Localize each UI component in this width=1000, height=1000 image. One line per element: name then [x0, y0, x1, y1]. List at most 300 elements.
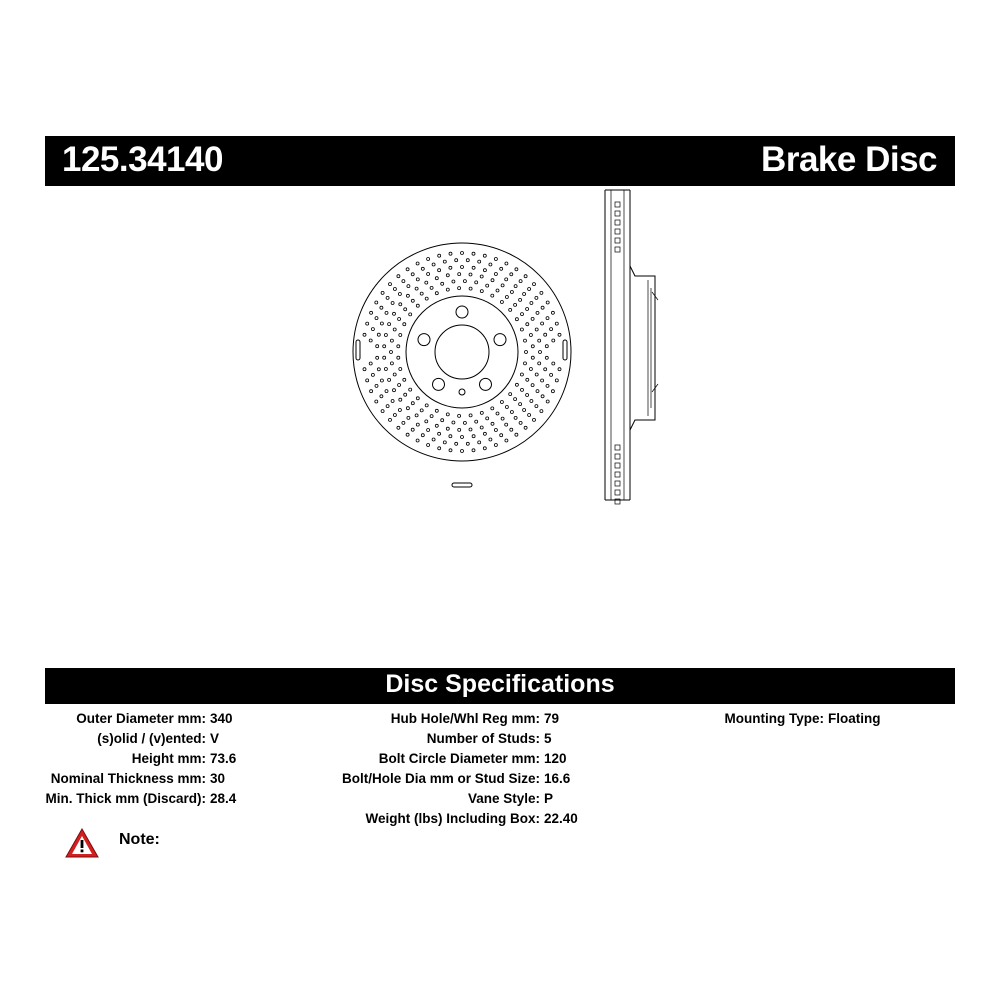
spec-row: [330, 749, 578, 769]
vane-cell: [615, 481, 620, 486]
drill-hole: [546, 317, 549, 320]
spec-value: 120: [544, 751, 567, 766]
drill-hole: [551, 311, 554, 314]
drill-hole: [404, 393, 407, 396]
spec-label: Vane Style:: [467, 791, 540, 806]
drill-hole: [541, 395, 544, 398]
drill-hole: [489, 263, 492, 266]
drill-hole: [550, 373, 553, 376]
drill-hole: [494, 444, 497, 447]
drill-hole: [520, 328, 523, 331]
bolt-hole: [418, 334, 430, 346]
drill-hole: [420, 409, 423, 412]
drill-hole: [472, 435, 475, 438]
drill-hole: [541, 379, 544, 382]
drill-hole: [416, 423, 419, 426]
vane-cell: [615, 463, 620, 468]
drill-hole: [390, 351, 393, 354]
drill-hole: [425, 404, 428, 407]
drill-hole: [524, 426, 527, 429]
drill-hole: [515, 268, 518, 271]
warning-exclamation-dot: [81, 850, 84, 853]
drill-hole: [397, 426, 400, 429]
drill-hole: [390, 339, 393, 342]
spec-value: P: [544, 791, 554, 806]
spec-label: Hub Hole/Whl Reg mm:: [390, 711, 540, 726]
product-type: Brake Disc: [761, 140, 937, 179]
drill-hole: [541, 306, 544, 309]
drill-hole: [533, 283, 536, 286]
drill-hole: [399, 334, 402, 337]
spec-row: [40, 789, 236, 809]
drill-hole: [533, 418, 536, 421]
drill-hole: [416, 439, 419, 442]
drill-hole: [446, 274, 449, 277]
drill-hole: [380, 306, 383, 309]
drill-hole: [406, 294, 409, 297]
drill-hole: [393, 328, 396, 331]
drill-hole: [370, 390, 373, 393]
drill-hole: [458, 414, 461, 417]
specs-header-bar: [45, 668, 955, 704]
drill-hole: [411, 402, 414, 405]
drill-hole: [366, 379, 369, 382]
drill-hole: [398, 384, 401, 387]
drill-hole: [505, 262, 508, 265]
drill-hole: [397, 345, 400, 348]
drill-hole: [528, 288, 531, 291]
spec-value: 5: [544, 731, 552, 746]
drill-hole: [435, 409, 438, 412]
drill-hole: [425, 420, 428, 423]
drill-hole: [483, 432, 486, 435]
spec-row: [330, 709, 578, 729]
hat-wall-lines: [648, 280, 651, 416]
drill-hole: [500, 301, 503, 304]
rotor-section-outline: [605, 190, 630, 500]
drill-hole: [375, 301, 378, 304]
drill-hole: [391, 400, 394, 403]
spec-value: 16.6: [544, 771, 571, 786]
drill-hole: [514, 285, 517, 288]
drill-hole: [526, 323, 529, 326]
drill-hole: [515, 433, 518, 436]
drill-hole: [541, 322, 544, 325]
drill-hole: [383, 345, 386, 348]
spec-label: Height mm:: [131, 751, 206, 766]
drill-hole: [529, 334, 532, 337]
drill-hole: [461, 450, 464, 453]
spec-row: [330, 789, 578, 809]
drill-hole: [475, 281, 478, 284]
drill-hole: [514, 398, 517, 401]
drill-hole: [443, 441, 446, 444]
drill-hole: [458, 428, 461, 431]
vane-cell: [615, 472, 620, 477]
spec-value: V: [210, 731, 220, 746]
slot-mark: [563, 340, 567, 360]
drill-hole: [415, 287, 418, 290]
drill-hole: [558, 368, 561, 371]
drill-hole: [416, 278, 419, 281]
drill-hole: [491, 279, 494, 282]
vane-cell: [615, 238, 620, 243]
drill-hole: [540, 291, 543, 294]
note-area: [64, 826, 264, 862]
spec-row: [40, 749, 236, 769]
drill-hole: [536, 390, 539, 393]
bolt-hole: [433, 378, 445, 390]
drill-hole: [425, 281, 428, 284]
part-number: 125.34140: [62, 140, 223, 179]
drill-hole: [432, 263, 435, 266]
drill-hole: [377, 333, 380, 336]
drill-hole: [402, 280, 405, 283]
drill-hole: [438, 447, 441, 450]
drill-hole: [494, 429, 497, 432]
drill-hole: [472, 252, 475, 255]
spec-row: [330, 729, 578, 749]
spec-label: Outer Diameter mm:: [76, 711, 206, 726]
drill-hole: [430, 286, 433, 289]
hat-outer-ring: [406, 296, 518, 408]
drill-hole: [510, 291, 513, 294]
drill-hole: [407, 285, 410, 288]
warning-exclamation-bar: [81, 840, 84, 848]
vane-cell: [615, 220, 620, 225]
drill-hole: [519, 421, 522, 424]
slot-mark: [452, 483, 472, 487]
drill-hole: [366, 322, 369, 325]
spec-value: 79: [544, 711, 560, 726]
drill-hole: [546, 400, 549, 403]
drill-hole: [544, 333, 547, 336]
spec-row: [330, 769, 578, 789]
vane-cell: [615, 247, 620, 252]
drill-hole: [480, 411, 483, 414]
spec-value: Floating: [828, 711, 881, 726]
drill-hole: [551, 390, 554, 393]
drill-hole: [393, 389, 396, 392]
drill-hole: [363, 368, 366, 371]
drill-hole: [375, 317, 378, 320]
spec-row: [330, 809, 578, 829]
drill-hole: [403, 323, 406, 326]
drill-hole: [381, 410, 384, 413]
drill-hole: [491, 407, 494, 410]
drill-hole: [469, 414, 472, 417]
drill-hole: [505, 423, 508, 426]
drill-hole: [489, 438, 492, 441]
drill-hole: [491, 422, 494, 425]
disc-front-view: [353, 243, 571, 487]
drill-hole: [463, 421, 466, 424]
drill-hole: [494, 258, 497, 261]
drill-hole: [509, 393, 512, 396]
drill-hole: [546, 301, 549, 304]
drill-hole: [500, 401, 503, 404]
drill-hole: [480, 290, 483, 293]
drill-hole: [388, 323, 391, 326]
drill-hole: [535, 328, 538, 331]
drill-hole: [524, 275, 527, 278]
drill-hole: [524, 339, 527, 342]
drill-hole: [452, 421, 455, 424]
drill-hole: [505, 296, 508, 299]
drill-hole: [466, 259, 469, 262]
warning-triangle-icon: [64, 826, 100, 860]
drill-hole: [452, 280, 455, 283]
bolt-hole: [494, 334, 506, 346]
drill-hole: [376, 356, 379, 359]
drill-hole: [505, 278, 508, 281]
drill-hole: [399, 368, 402, 371]
drill-hole-pattern: [363, 252, 561, 453]
bolt-hole: [480, 378, 492, 390]
drill-hole: [416, 262, 419, 265]
note-label: Note:: [119, 831, 160, 848]
drill-hole: [529, 368, 532, 371]
drill-hole: [478, 441, 481, 444]
spec-label: Min. Thick mm (Discard):: [45, 791, 206, 806]
drill-hole: [469, 287, 472, 290]
drill-hole: [469, 428, 472, 431]
drill-hole: [371, 373, 374, 376]
spec-label: Bolt Circle Diameter mm:: [378, 751, 540, 766]
drill-hole: [544, 368, 547, 371]
drill-hole: [388, 378, 391, 381]
drill-hole: [397, 356, 400, 359]
drill-hole: [555, 322, 558, 325]
spec-row: [40, 709, 236, 729]
drill-hole: [531, 345, 534, 348]
spec-row: [40, 769, 236, 789]
drill-hole: [409, 388, 412, 391]
drill-hole: [526, 308, 529, 311]
drill-hole: [363, 333, 366, 336]
drill-hole: [385, 311, 388, 314]
vane-lines: [611, 190, 624, 500]
drill-hole: [375, 384, 378, 387]
drill-hole: [409, 313, 412, 316]
drill-hole: [523, 409, 526, 412]
vane-cell: [615, 202, 620, 207]
drill-hole: [391, 302, 394, 305]
drill-hole: [384, 334, 387, 337]
drill-hole: [531, 384, 534, 387]
drill-hole: [526, 394, 529, 397]
drill-hole: [432, 438, 435, 441]
drill-hole: [397, 275, 400, 278]
drill-hole: [398, 293, 401, 296]
drill-hole: [416, 304, 419, 307]
spec-value: 73.6: [210, 751, 237, 766]
vane-cell: [615, 445, 620, 450]
drill-hole: [441, 282, 444, 285]
drill-hole: [411, 299, 414, 302]
drill-hole: [555, 379, 558, 382]
spec-value: 340: [210, 711, 233, 726]
drill-hole: [435, 424, 438, 427]
drill-hole: [526, 378, 529, 381]
drill-hole: [425, 297, 428, 300]
drill-hole: [399, 398, 402, 401]
drill-hole: [427, 429, 430, 432]
drill-hole: [416, 397, 419, 400]
drill-hole: [385, 390, 388, 393]
drill-hole: [406, 268, 409, 271]
spec-label: Number of Studs:: [426, 731, 540, 746]
drill-hole: [545, 356, 548, 359]
drill-hole: [371, 328, 374, 331]
drill-hole: [441, 419, 444, 422]
slot-mark: [356, 340, 360, 360]
drill-hole: [370, 311, 373, 314]
vane-cell: [615, 490, 620, 495]
drill-hole: [500, 267, 503, 270]
drill-hole: [478, 260, 481, 263]
drill-hole: [472, 266, 475, 269]
drill-hole: [531, 356, 534, 359]
drill-hole: [449, 252, 452, 255]
drill-hole: [550, 328, 553, 331]
bolt-hole: [456, 306, 468, 318]
locator-hole: [459, 389, 465, 395]
drill-hole: [510, 411, 513, 414]
drill-hole: [377, 368, 380, 371]
drill-hole: [380, 322, 383, 325]
drill-hole: [524, 362, 527, 365]
drill-hole: [455, 259, 458, 262]
bolt-hole-pattern: [418, 306, 506, 395]
drill-hole: [546, 384, 549, 387]
drill-hole: [427, 258, 430, 261]
drill-hole: [510, 428, 513, 431]
drill-hole: [443, 260, 446, 263]
disc-side-section: [605, 190, 658, 504]
vane-cell: [615, 454, 620, 459]
vane-cell: [615, 211, 620, 216]
drill-hole: [515, 318, 518, 321]
spec-column-1: [40, 709, 236, 809]
drill-hole: [519, 403, 522, 406]
drill-hole: [535, 405, 538, 408]
drill-hole: [381, 291, 384, 294]
drill-hole: [520, 373, 523, 376]
drill-hole: [384, 368, 387, 371]
drill-hole: [415, 414, 418, 417]
drill-hole: [411, 273, 414, 276]
drill-hole: [519, 298, 522, 301]
drill-hole: [420, 292, 423, 295]
drill-hole: [386, 296, 389, 299]
drill-hole: [438, 432, 441, 435]
drill-hole: [435, 292, 438, 295]
drill-hole: [404, 308, 407, 311]
drill-hole: [475, 420, 478, 423]
drill-hole: [519, 280, 522, 283]
drill-hole: [383, 356, 386, 359]
drill-hole: [458, 287, 461, 290]
drill-hole: [369, 339, 372, 342]
drill-hole: [393, 288, 396, 291]
spec-row: [700, 709, 881, 729]
drill-hole: [455, 442, 458, 445]
drill-hole: [446, 427, 449, 430]
drill-hole: [496, 289, 499, 292]
drill-hole: [521, 313, 524, 316]
drill-hole: [538, 362, 541, 365]
drill-hole: [480, 426, 483, 429]
drill-hole: [483, 269, 486, 272]
drill-hole: [480, 275, 483, 278]
vane-cell: [615, 229, 620, 234]
drill-hole: [463, 280, 466, 283]
drill-hole: [403, 378, 406, 381]
spec-column-3: [700, 709, 881, 729]
drill-hole: [461, 252, 464, 255]
drill-hole: [552, 339, 555, 342]
drill-hole: [386, 405, 389, 408]
spec-label: (s)olid / (v)ented:: [97, 731, 206, 746]
drill-hole: [389, 418, 392, 421]
drill-hole: [393, 312, 396, 315]
drill-hole: [528, 414, 531, 417]
drill-hole: [530, 400, 533, 403]
drill-hole: [552, 362, 555, 365]
drill-hole: [469, 273, 472, 276]
drill-hole: [402, 421, 405, 424]
drill-hole: [538, 339, 541, 342]
drill-hole: [466, 442, 469, 445]
drill-hole: [375, 400, 378, 403]
drill-hole: [515, 383, 518, 386]
drill-hole: [458, 273, 461, 276]
drill-hole: [531, 317, 534, 320]
drill-hole: [510, 273, 513, 276]
drill-hole: [486, 417, 489, 420]
drill-hole: [523, 293, 526, 296]
drill-hole: [449, 435, 452, 438]
drill-hole: [427, 444, 430, 447]
drill-hole: [446, 288, 449, 291]
drill-hole: [509, 308, 512, 311]
drill-hole: [461, 436, 464, 439]
drill-hole: [501, 417, 504, 420]
spec-label: Bolt/Hole Dia mm or Stud Size:: [341, 771, 540, 786]
drill-hole: [398, 409, 401, 412]
drill-hole: [399, 303, 402, 306]
drill-hole: [390, 362, 393, 365]
drill-hole: [558, 333, 561, 336]
drill-hole: [398, 318, 401, 321]
drill-hole: [411, 428, 414, 431]
drill-hole: [505, 439, 508, 442]
drill-hole: [393, 373, 396, 376]
center-bore: [435, 325, 489, 379]
spec-label: Mounting Type:: [724, 711, 824, 726]
drill-hole: [421, 434, 424, 437]
spec-value: 28.4: [210, 791, 237, 806]
drill-hole: [501, 284, 504, 287]
spec-label: Nominal Thickness mm:: [50, 771, 206, 786]
drill-hole: [438, 269, 441, 272]
spec-row: [40, 729, 236, 749]
drill-hole: [438, 254, 441, 257]
specs-header: Disc Specifications: [385, 670, 615, 698]
drill-hole: [540, 410, 543, 413]
drill-hole: [421, 267, 424, 270]
